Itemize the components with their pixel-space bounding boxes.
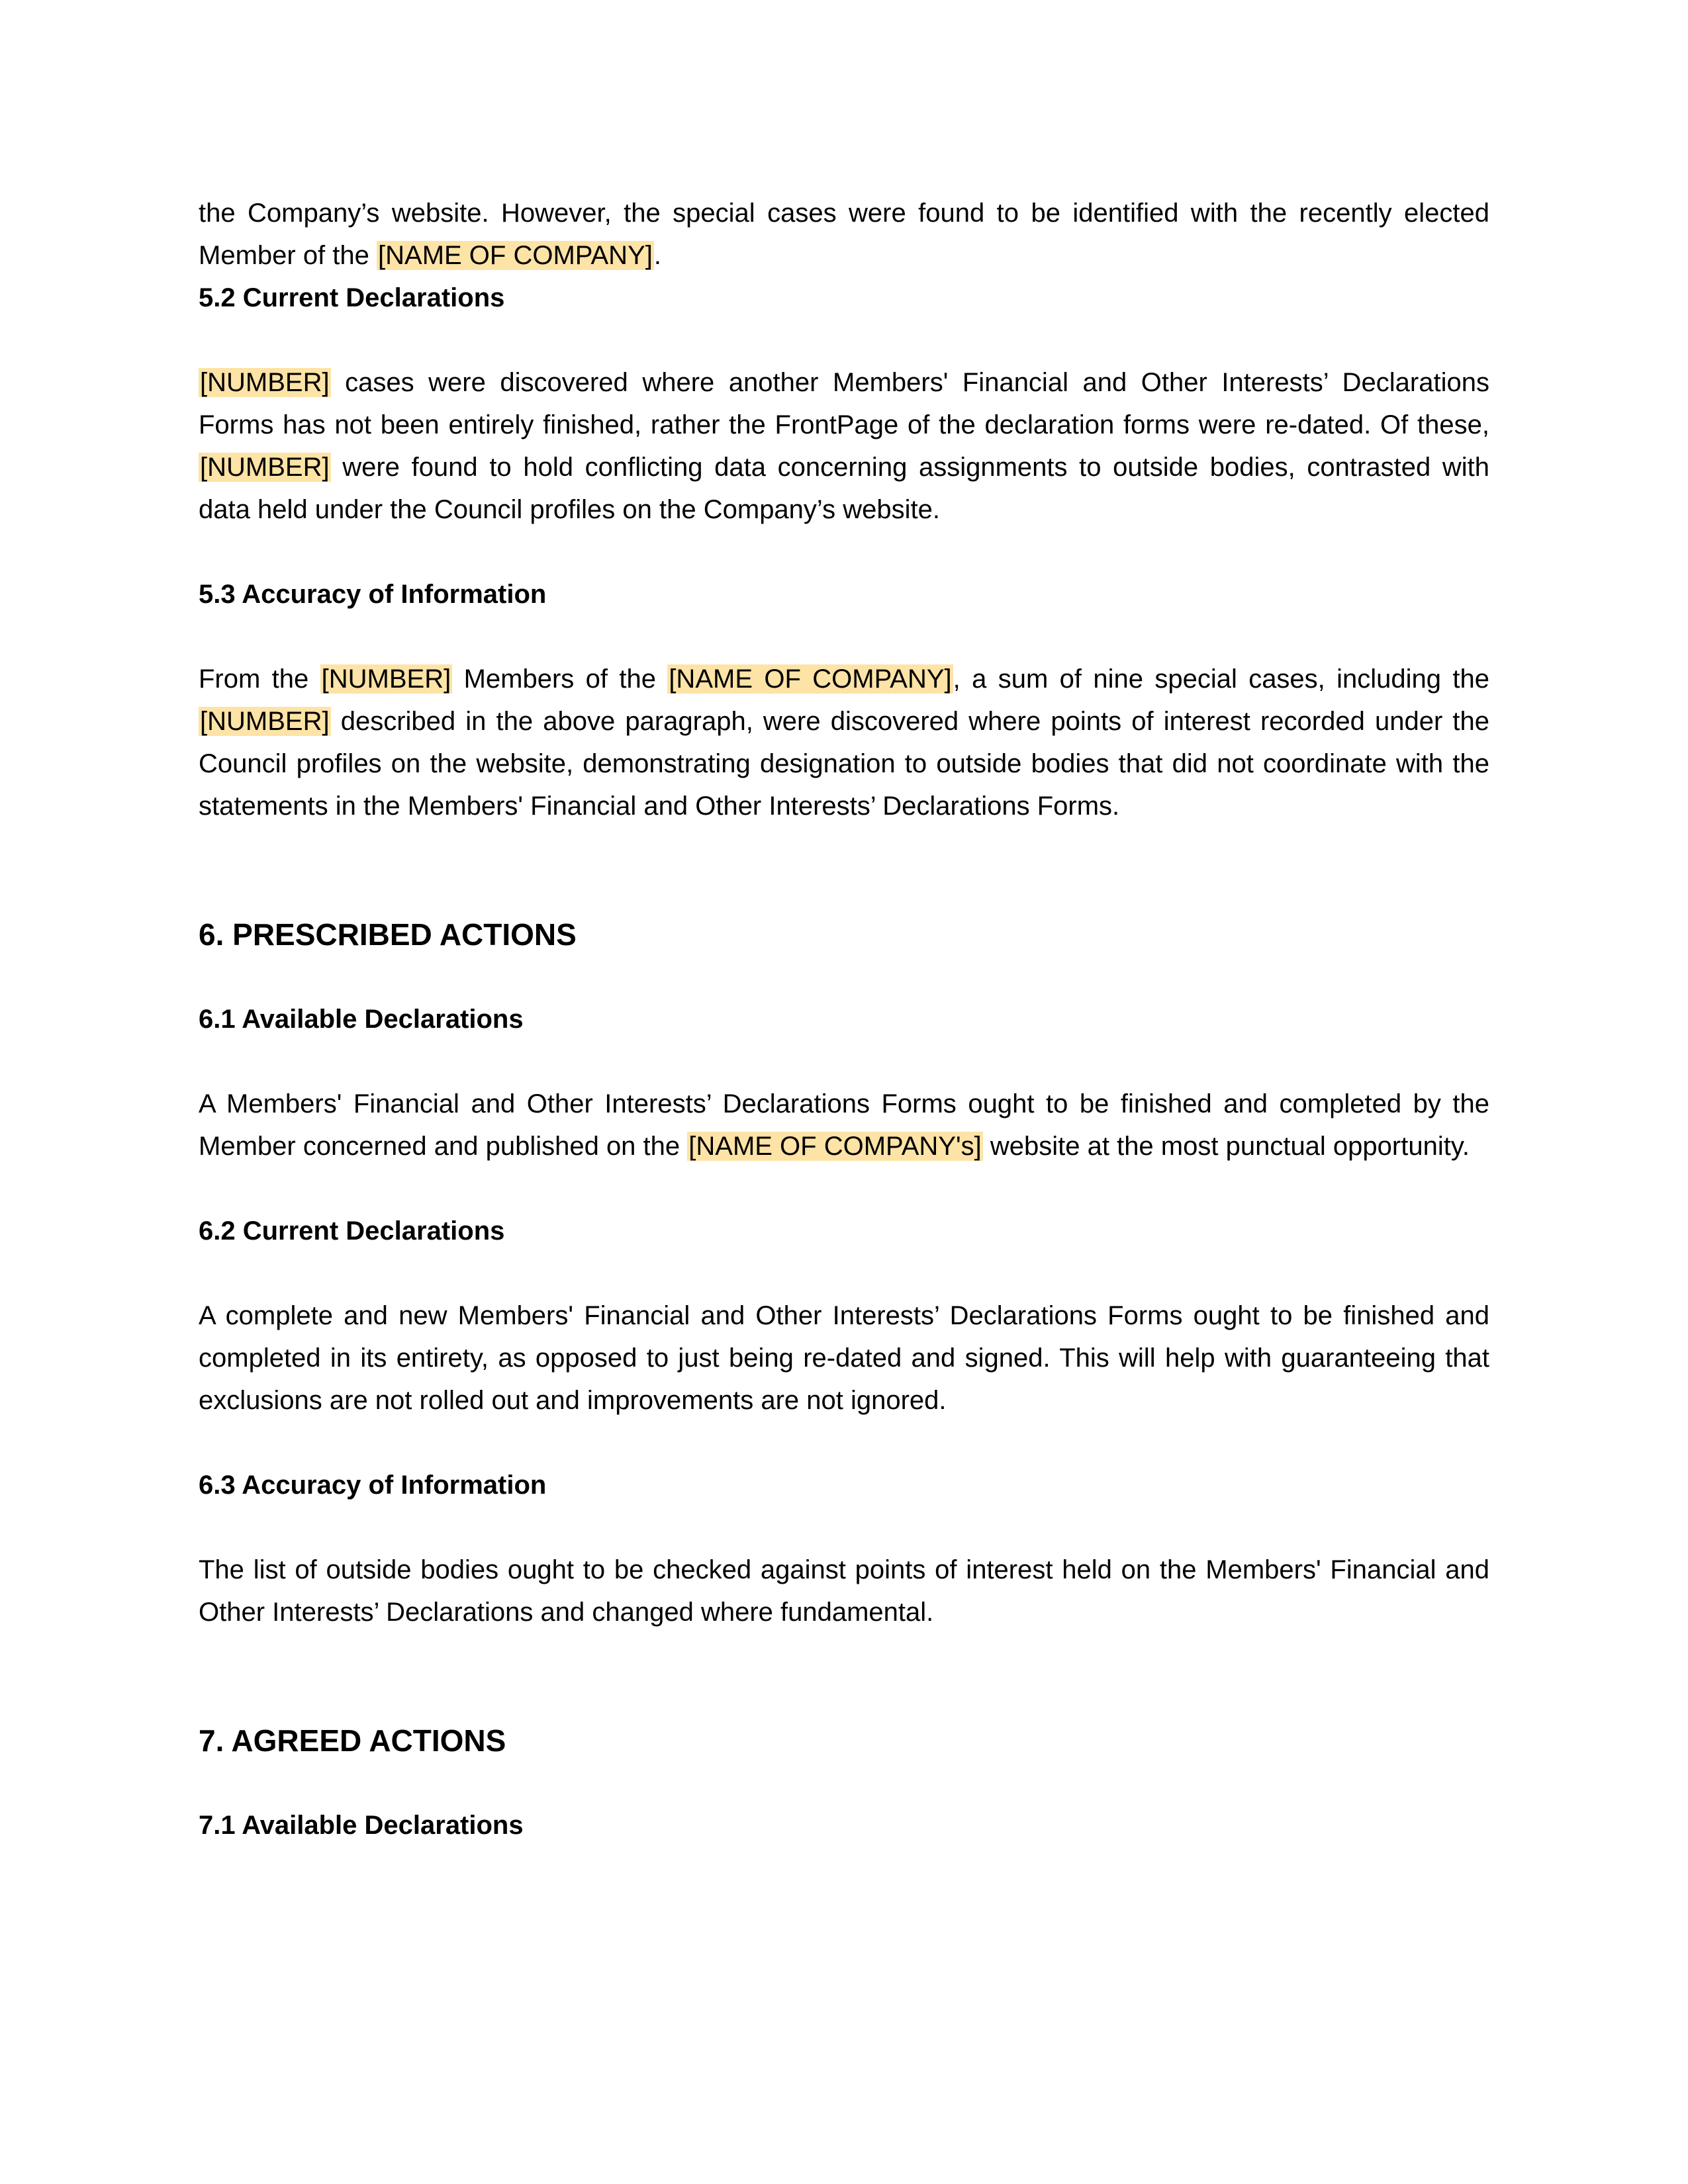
- section-5-3-heading: 5.3 Accuracy of Information: [199, 580, 547, 609]
- document-page: [199, 192, 1489, 1846]
- section-7-1-heading: 7.1 Available Declarations: [199, 1811, 524, 1840]
- section-6-3-paragraph: The list of outside bodies ought to be checked against points of interest held on the Members' Financial and Other Interests’ Declarations and changed where fundamental.: [199, 1555, 1489, 1627]
- placeholder-number: [NUMBER]: [200, 453, 330, 482]
- section-5-2-text-1: cases were discovered where another Members' Financial and Other Interests’ Declarations Forms has not been entirely finished, rather the FrontPage of the declaration forms were re-dated. Of these,: [199, 368, 1489, 439]
- section-6-2-heading: 6.2 Current Declarations: [199, 1216, 505, 1246]
- section-6-heading: 6. PRESCRIBED ACTIONS: [199, 917, 577, 952]
- section-5-3-text-3: , a sum of nine special cases, including the: [953, 664, 1489, 694]
- placeholder-number: [NUMBER]: [200, 707, 330, 736]
- section-6-3-heading: 6.3 Accuracy of Information: [199, 1471, 547, 1500]
- placeholder-number: [NUMBER]: [200, 368, 330, 397]
- placeholder-number: [NUMBER]: [321, 664, 451, 694]
- placeholder-company-name: [NAME OF COMPANY's]: [688, 1132, 982, 1161]
- intro-text-2: .: [653, 241, 661, 270]
- section-5-2-text-2: were found to hold conflicting data concerning assignments to outside bodies, contrasted with data held under the Council profiles on the Company’s website.: [199, 453, 1489, 524]
- section-5-3-paragraph: [199, 658, 1489, 827]
- intro-paragraph: [199, 192, 1489, 277]
- section-6-1-paragraph: [199, 1083, 1489, 1167]
- section-5-3-text-1: From the: [199, 664, 320, 694]
- section-5-3-text-2: Members of the: [452, 664, 668, 694]
- section-5-3-text-4: described in the above paragraph, were discovered where points of interest recorded under the Council profiles on the website, demonstrating designation to outside bodies that did not coordinate with the statements in the Members' Financial and Other Interests’ Declarations Forms.: [199, 707, 1489, 821]
- placeholder-company-name: [NAME OF COMPANY]: [669, 664, 952, 694]
- section-6-1-heading: 6.1 Available Declarations: [199, 1005, 524, 1034]
- section-7-heading: 7. AGREED ACTIONS: [199, 1723, 506, 1758]
- section-5-2-heading: 5.2 Current Declarations: [199, 283, 505, 312]
- section-5-2-paragraph: [199, 361, 1489, 531]
- section-6-2-paragraph: A complete and new Members' Financial and Other Interests’ Declarations Forms ought to be finished and completed in its entirety, as opposed to just being re-dated and signed. This will help with guaranteeing that exclusions are not rolled out and improvements are not ignored.: [199, 1301, 1489, 1415]
- placeholder-company-name: [NAME OF COMPANY]: [378, 241, 653, 270]
- intro-text-1: the Company’s website. However, the special cases were found to be identified with the recently elected Member of the: [199, 199, 1489, 270]
- section-6-1-text-2: website at the most punctual opportunity.: [982, 1132, 1470, 1161]
- section-6-1-text-1: A Members' Financial and Other Interests’ Declarations Forms ought to be finished and completed by the Member concerned and published on the: [199, 1089, 1489, 1161]
